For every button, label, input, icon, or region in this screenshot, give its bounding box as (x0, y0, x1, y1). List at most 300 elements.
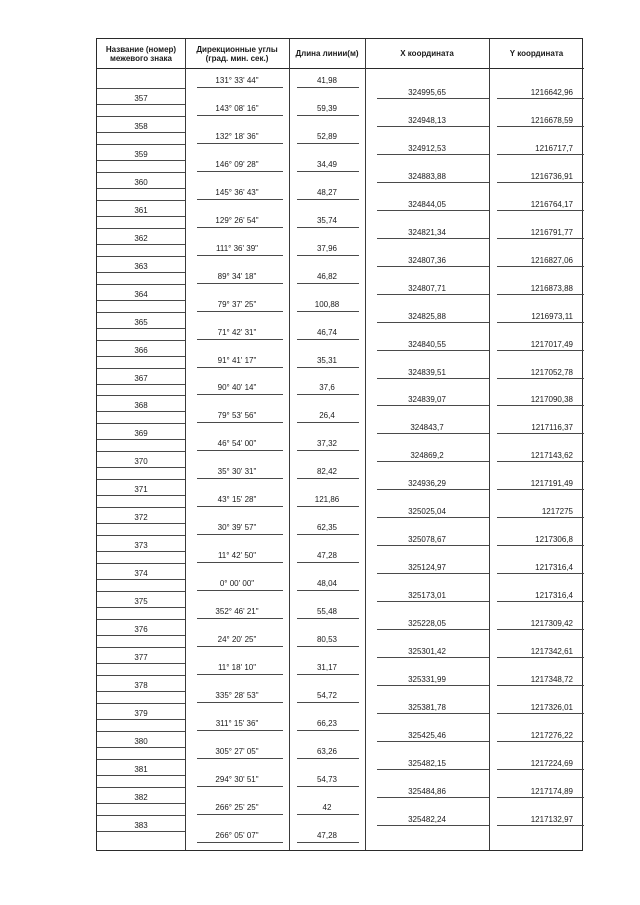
point-x: 324840,55 (408, 339, 446, 349)
point-name: 382 (134, 792, 148, 802)
row-line (97, 495, 185, 496)
point-name: 373 (134, 541, 148, 551)
underline (297, 199, 359, 200)
underline (377, 573, 489, 574)
underline (377, 154, 489, 155)
point-y: 1217316,4 (535, 591, 573, 601)
segment-angle: 79° 53' 56" (217, 411, 257, 421)
underline (497, 433, 584, 434)
segment-length: 37,6 (319, 383, 335, 393)
row-line (97, 368, 185, 369)
underline (197, 562, 283, 563)
underline (197, 255, 283, 256)
row-line (97, 551, 185, 552)
segment-length: 100,88 (314, 299, 340, 309)
underline (297, 534, 359, 535)
segment-length: 54,73 (316, 774, 338, 784)
point-x: 324839,51 (408, 367, 446, 377)
underline (297, 730, 359, 731)
row-line (97, 579, 185, 580)
segment-length: 46,74 (316, 327, 338, 337)
underline (297, 646, 359, 647)
point-y: 1216736,91 (530, 171, 573, 181)
point-x: 325425,46 (408, 730, 446, 740)
underline (377, 350, 489, 351)
segment-angle: 24° 20' 25" (217, 635, 257, 645)
segment-angle: 46° 54' 00" (217, 439, 257, 449)
underline (497, 713, 584, 714)
point-x: 324825,88 (408, 311, 446, 321)
segment-length: 48,27 (316, 187, 338, 197)
point-x: 324807,71 (408, 283, 446, 293)
row-line (97, 479, 185, 480)
underline (197, 506, 283, 507)
point-x: 325301,42 (408, 647, 446, 656)
header-name-text: Название (номер) межевого знака (105, 44, 177, 63)
segment-angle: 43° 15' 28" (217, 495, 257, 505)
underline (377, 378, 489, 379)
underline (197, 758, 283, 759)
underline (377, 322, 489, 323)
point-name: 366 (134, 345, 148, 355)
point-name: 359 (134, 149, 148, 159)
row-line (97, 815, 185, 816)
row-line (97, 88, 185, 89)
point-name: 376 (134, 625, 148, 635)
row-line (97, 719, 185, 720)
row-line (97, 312, 185, 313)
row-line (97, 340, 185, 341)
underline (197, 786, 283, 787)
row-line (97, 200, 185, 201)
point-x: 324912,53 (408, 143, 446, 153)
underline (197, 674, 283, 675)
point-y: 1216678,59 (530, 115, 573, 125)
row-line (97, 188, 185, 189)
row-line (97, 104, 185, 105)
point-name: 361 (134, 205, 148, 215)
segment-angle: 79° 37' 25" (217, 299, 257, 309)
underline (497, 294, 584, 295)
underline (497, 210, 584, 211)
point-name: 360 (134, 177, 148, 187)
segment-length: 37,32 (316, 439, 338, 449)
segment-angle: 294° 30' 51" (215, 774, 259, 784)
underline (297, 618, 359, 619)
underline (297, 702, 359, 703)
underline (497, 517, 584, 518)
point-y: 1216791,77 (530, 227, 573, 237)
underline (297, 255, 359, 256)
point-y: 1217132,97 (530, 814, 573, 824)
point-y: 1217191,49 (530, 479, 573, 489)
underline (197, 450, 283, 451)
point-name: 380 (134, 736, 148, 746)
underline (497, 238, 584, 239)
row-line (97, 356, 185, 357)
underline (497, 657, 584, 658)
row-line (97, 244, 185, 245)
point-y: 1216717,7 (535, 143, 573, 153)
underline (497, 685, 584, 686)
segment-length: 54,72 (316, 690, 338, 700)
underline (497, 489, 584, 490)
underline (377, 294, 489, 295)
point-x: 324807,36 (408, 255, 446, 265)
underline (297, 758, 359, 759)
underline (297, 506, 359, 507)
point-name: 365 (134, 317, 148, 327)
row-line (97, 384, 185, 385)
segment-angle: 305° 27' 05" (215, 746, 259, 756)
row-line (97, 439, 185, 440)
underline (297, 814, 359, 815)
point-x: 325482,15 (408, 758, 446, 768)
underline (197, 646, 283, 647)
segment-length: 37,96 (316, 243, 338, 253)
underline (197, 339, 283, 340)
underline (377, 601, 489, 602)
underline (197, 367, 283, 368)
point-y: 1217276,22 (530, 730, 573, 740)
point-y: 1216764,17 (530, 199, 573, 209)
row-line (97, 256, 185, 257)
segment-angle: 145° 36' 43" (215, 187, 259, 197)
underline (197, 283, 283, 284)
point-y: 1217224,69 (530, 758, 573, 768)
row-line (97, 831, 185, 832)
point-x: 325078,67 (408, 535, 446, 545)
segment-angle: 143° 08' 16" (215, 103, 259, 113)
point-name: 378 (134, 680, 148, 690)
segment-angle: 0° 00' 00" (219, 579, 255, 589)
underline (297, 674, 359, 675)
underline (197, 730, 283, 731)
segment-length: 31,17 (316, 662, 338, 672)
underline (197, 814, 283, 815)
segment-length: 52,89 (316, 131, 338, 141)
underline (197, 478, 283, 479)
segment-angle: 91° 41' 17" (217, 355, 257, 365)
segment-angle: 131° 33' 44" (215, 76, 259, 86)
point-x: 325331,99 (408, 674, 446, 684)
underline (297, 87, 359, 88)
row-line (97, 228, 185, 229)
underline (197, 422, 283, 423)
underline (497, 741, 584, 742)
row-line (97, 144, 185, 145)
underline (377, 210, 489, 211)
underline (197, 115, 283, 116)
underline (297, 562, 359, 563)
underline (377, 545, 489, 546)
underline (197, 227, 283, 228)
header-length-text: Длина линии(м) (295, 49, 359, 58)
underline (297, 227, 359, 228)
point-y: 1217309,42 (530, 619, 573, 629)
segment-length: 121,86 (314, 495, 340, 505)
underline (377, 825, 489, 826)
point-name: 357 (134, 94, 148, 103)
underline (197, 702, 283, 703)
underline (377, 741, 489, 742)
row-line (97, 451, 185, 452)
segment-length: 41,98 (316, 76, 338, 86)
row-line (97, 423, 185, 424)
point-x: 324839,07 (408, 395, 446, 405)
segment-length: 82,42 (316, 467, 338, 477)
point-x: 325381,78 (408, 702, 446, 712)
row-line (97, 507, 185, 508)
underline (377, 182, 489, 183)
header-length (289, 39, 365, 69)
row-line (97, 635, 185, 636)
header-y (489, 39, 584, 69)
underline (297, 367, 359, 368)
underline (297, 786, 359, 787)
point-x: 325482,24 (408, 814, 446, 824)
underline (497, 98, 584, 99)
underline (197, 534, 283, 535)
underline (197, 199, 283, 200)
point-y: 1217316,4 (535, 563, 573, 573)
underline (497, 573, 584, 574)
row-line (97, 535, 185, 536)
underline (497, 601, 584, 602)
point-y: 1217052,78 (530, 367, 573, 377)
segment-angle: 311° 15' 36" (215, 718, 259, 728)
point-name: 372 (134, 513, 148, 523)
row-line (97, 523, 185, 524)
row-line (97, 591, 185, 592)
underline (197, 590, 283, 591)
underline (297, 311, 359, 312)
row-line (97, 759, 185, 760)
header-angles-text: Дирекционные углы (град. мин. сек.) (196, 44, 278, 63)
underline (297, 842, 359, 843)
underline (197, 618, 283, 619)
point-name: 362 (134, 233, 148, 243)
coordinates-table (96, 38, 583, 851)
segment-length: 63,26 (316, 746, 338, 756)
header-x-text: X координата (400, 49, 454, 58)
row-line (97, 411, 185, 412)
point-x: 324948,13 (408, 115, 446, 125)
point-name: 369 (134, 429, 148, 439)
header-x (365, 39, 489, 69)
underline (377, 126, 489, 127)
segment-angle: 11° 42' 50" (217, 551, 257, 561)
point-y: 1217306,8 (535, 535, 573, 545)
underline (297, 394, 359, 395)
underline (497, 266, 584, 267)
segment-angle: 146° 09' 28" (215, 159, 259, 169)
segment-length: 42 (322, 802, 332, 812)
point-name: 368 (134, 401, 148, 411)
segment-length: 26,4 (319, 411, 335, 421)
underline (197, 394, 283, 395)
segment-angle: 90° 40' 14" (217, 383, 257, 393)
point-x: 325124,97 (408, 563, 446, 573)
segment-angle: 352° 46' 21" (215, 607, 259, 617)
header-y-text: Y координата (509, 49, 564, 58)
underline (297, 478, 359, 479)
underline (297, 450, 359, 451)
underline (197, 87, 283, 88)
point-x: 325484,86 (408, 786, 446, 796)
segment-length: 62,35 (316, 523, 338, 533)
row-line (97, 619, 185, 620)
row-line (97, 172, 185, 173)
point-name: 374 (134, 569, 148, 579)
row-line (97, 647, 185, 648)
row-line (97, 703, 185, 704)
underline (377, 238, 489, 239)
underline (377, 266, 489, 267)
row-line (97, 691, 185, 692)
underline (297, 171, 359, 172)
underline (197, 311, 283, 312)
underline (497, 378, 584, 379)
segment-length: 47,28 (316, 830, 338, 840)
underline (377, 629, 489, 630)
point-y: 1217090,38 (530, 395, 573, 405)
underline (497, 797, 584, 798)
row-line (97, 160, 185, 161)
point-name: 371 (134, 485, 148, 495)
segment-length: 55,48 (316, 607, 338, 617)
row-line (97, 731, 185, 732)
point-x: 324883,88 (408, 171, 446, 181)
row-line (97, 395, 185, 396)
row-line (97, 216, 185, 217)
segment-angle: 35° 30' 31" (217, 467, 257, 477)
column-divider (365, 39, 366, 850)
underline (297, 339, 359, 340)
segment-length: 80,53 (316, 635, 338, 645)
underline (377, 489, 489, 490)
row-line (97, 328, 185, 329)
segment-angle: 129° 26' 54" (215, 215, 259, 225)
segment-angle: 132° 18' 36" (215, 131, 259, 141)
underline (297, 422, 359, 423)
underline (497, 629, 584, 630)
segment-angle: 89° 34' 18" (217, 271, 257, 281)
segment-length: 59,39 (316, 103, 338, 113)
underline (297, 283, 359, 284)
underline (377, 98, 489, 99)
underline (497, 350, 584, 351)
underline (377, 461, 489, 462)
segment-angle: 71° 42' 31" (217, 327, 257, 337)
point-y: 1217143,62 (530, 451, 573, 461)
point-x: 325228,05 (408, 619, 446, 629)
underline (377, 433, 489, 434)
point-y: 1217174,89 (530, 786, 573, 796)
underline (497, 769, 584, 770)
row-line (97, 284, 185, 285)
point-name: 364 (134, 289, 148, 299)
point-y: 1217326,01 (530, 702, 573, 712)
point-x: 324936,29 (408, 479, 446, 489)
underline (297, 590, 359, 591)
row-line (97, 116, 185, 117)
segment-angle: 266° 25' 25" (215, 802, 259, 812)
segment-length: 66,23 (316, 718, 338, 728)
point-y: 1216873,88 (530, 283, 573, 293)
segment-angle: 30° 39' 57" (217, 523, 257, 533)
point-y: 1217342,61 (530, 647, 573, 656)
underline (497, 126, 584, 127)
row-line (97, 747, 185, 748)
row-line (97, 787, 185, 788)
underline (297, 143, 359, 144)
point-name: 363 (134, 261, 148, 271)
segment-length: 48,04 (316, 579, 338, 589)
point-y: 1216642,96 (530, 88, 573, 97)
point-x: 325025,04 (408, 507, 446, 517)
segment-angle: 11° 18' 10" (217, 662, 257, 672)
underline (497, 405, 584, 406)
underline (197, 171, 283, 172)
underline (377, 797, 489, 798)
header-name (97, 39, 185, 69)
point-name: 383 (134, 820, 148, 830)
segment-angle: 335° 28' 53" (215, 690, 259, 700)
underline (497, 154, 584, 155)
point-x: 324869,2 (410, 451, 444, 461)
point-name: 367 (134, 373, 148, 383)
row-line (97, 775, 185, 776)
segment-length: 34,49 (316, 159, 338, 169)
point-y: 1217017,49 (530, 339, 573, 349)
point-y: 1216973,11 (531, 311, 573, 321)
segment-length: 35,31 (316, 355, 338, 365)
point-x: 324843,7 (410, 423, 444, 433)
underline (377, 517, 489, 518)
point-y: 1217348,72 (530, 674, 573, 684)
underline (377, 713, 489, 714)
underline (497, 322, 584, 323)
row-line (97, 272, 185, 273)
underline (197, 842, 283, 843)
underline (197, 143, 283, 144)
point-x: 324995,65 (408, 88, 446, 97)
underline (497, 461, 584, 462)
row-line (97, 663, 185, 664)
point-name: 358 (134, 121, 148, 131)
point-x: 324821,34 (408, 227, 446, 237)
segment-length: 35,74 (316, 215, 338, 225)
point-name: 381 (134, 764, 148, 774)
row-line (97, 300, 185, 301)
segment-length: 46,82 (316, 271, 338, 281)
point-name: 379 (134, 708, 148, 718)
point-y: 1216827,06 (530, 255, 573, 265)
point-y: 1217275 (541, 507, 573, 517)
row-line (97, 467, 185, 468)
segment-length: 47,28 (316, 551, 338, 561)
segment-angle: 266° 05' 07" (215, 830, 259, 840)
row-line (97, 132, 185, 133)
header-angles (185, 39, 289, 69)
underline (497, 182, 584, 183)
row-line (97, 675, 185, 676)
underline (377, 685, 489, 686)
underline (497, 825, 584, 826)
underline (377, 657, 489, 658)
underline (377, 769, 489, 770)
